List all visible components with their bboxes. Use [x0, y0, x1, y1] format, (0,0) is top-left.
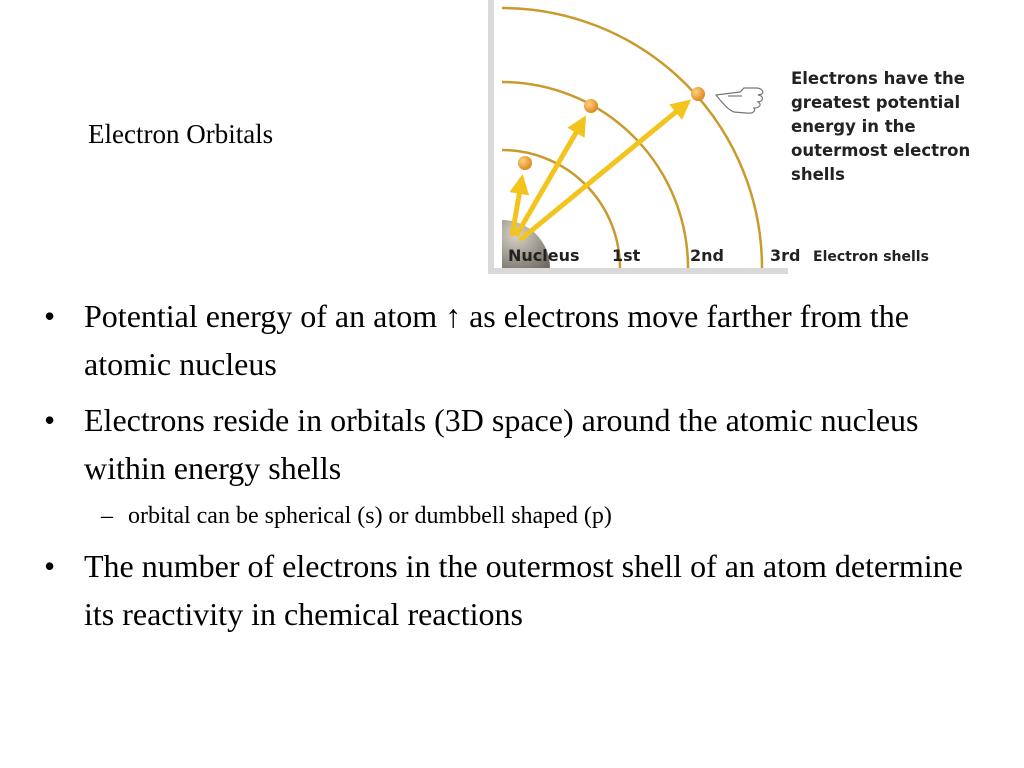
electron-shells-label: Electron shells — [813, 249, 929, 265]
shell-1-label: 1st — [612, 246, 641, 265]
slide-title: Electron Orbitals — [88, 119, 274, 149]
bullet-text: The number of electrons in the outermost shell of an atom determine its reactivity in chemical reactions — [84, 548, 963, 632]
bullet-item — [0, 542, 1024, 638]
electron-shells-diagram — [488, 0, 988, 276]
electron-shell-3 — [691, 87, 705, 101]
nucleus-label: Nucleus — [508, 246, 580, 265]
bullet-item — [0, 292, 1024, 388]
sub-bullet-text: orbital can be spherical (s) or dumbbell shaped (p) — [128, 503, 612, 529]
sub-bullet-item — [0, 498, 1024, 534]
callout-line-1: Electrons have the — [791, 69, 965, 88]
bullet-text: Potential energy of an atom ↑ as electrons move farther from the atomic nucleus — [84, 298, 909, 382]
arrow-to-shell-3 — [520, 102, 688, 240]
sub-bullet-marker: – — [101, 503, 113, 529]
shell-2-label: 2nd — [690, 246, 724, 265]
shell-3-arc — [502, 8, 762, 268]
bottom-axis-bar — [488, 268, 788, 274]
bullet-item — [0, 396, 1024, 492]
bullet-marker: • — [44, 402, 56, 438]
pointing-hand-icon — [716, 88, 763, 113]
shell-3-label: 3rd — [770, 246, 801, 265]
electron-shells-figure — [488, 0, 988, 276]
callout-line-3: energy in the — [791, 117, 916, 136]
bullet-marker: • — [44, 298, 56, 334]
bullet-text: Electrons reside in orbitals (3D space) around the atomic nucleus within energy shells — [84, 402, 919, 486]
callout-line-2: greatest potential — [791, 93, 961, 112]
electron-shell-1 — [518, 156, 532, 170]
callout-line-4: outermost electron — [791, 141, 971, 160]
callout-line-5: shells — [791, 165, 845, 184]
bullet-marker: • — [44, 548, 56, 584]
electron-shell-2 — [584, 99, 598, 113]
left-axis-bar — [488, 0, 494, 272]
bullet-list — [0, 292, 1024, 646]
